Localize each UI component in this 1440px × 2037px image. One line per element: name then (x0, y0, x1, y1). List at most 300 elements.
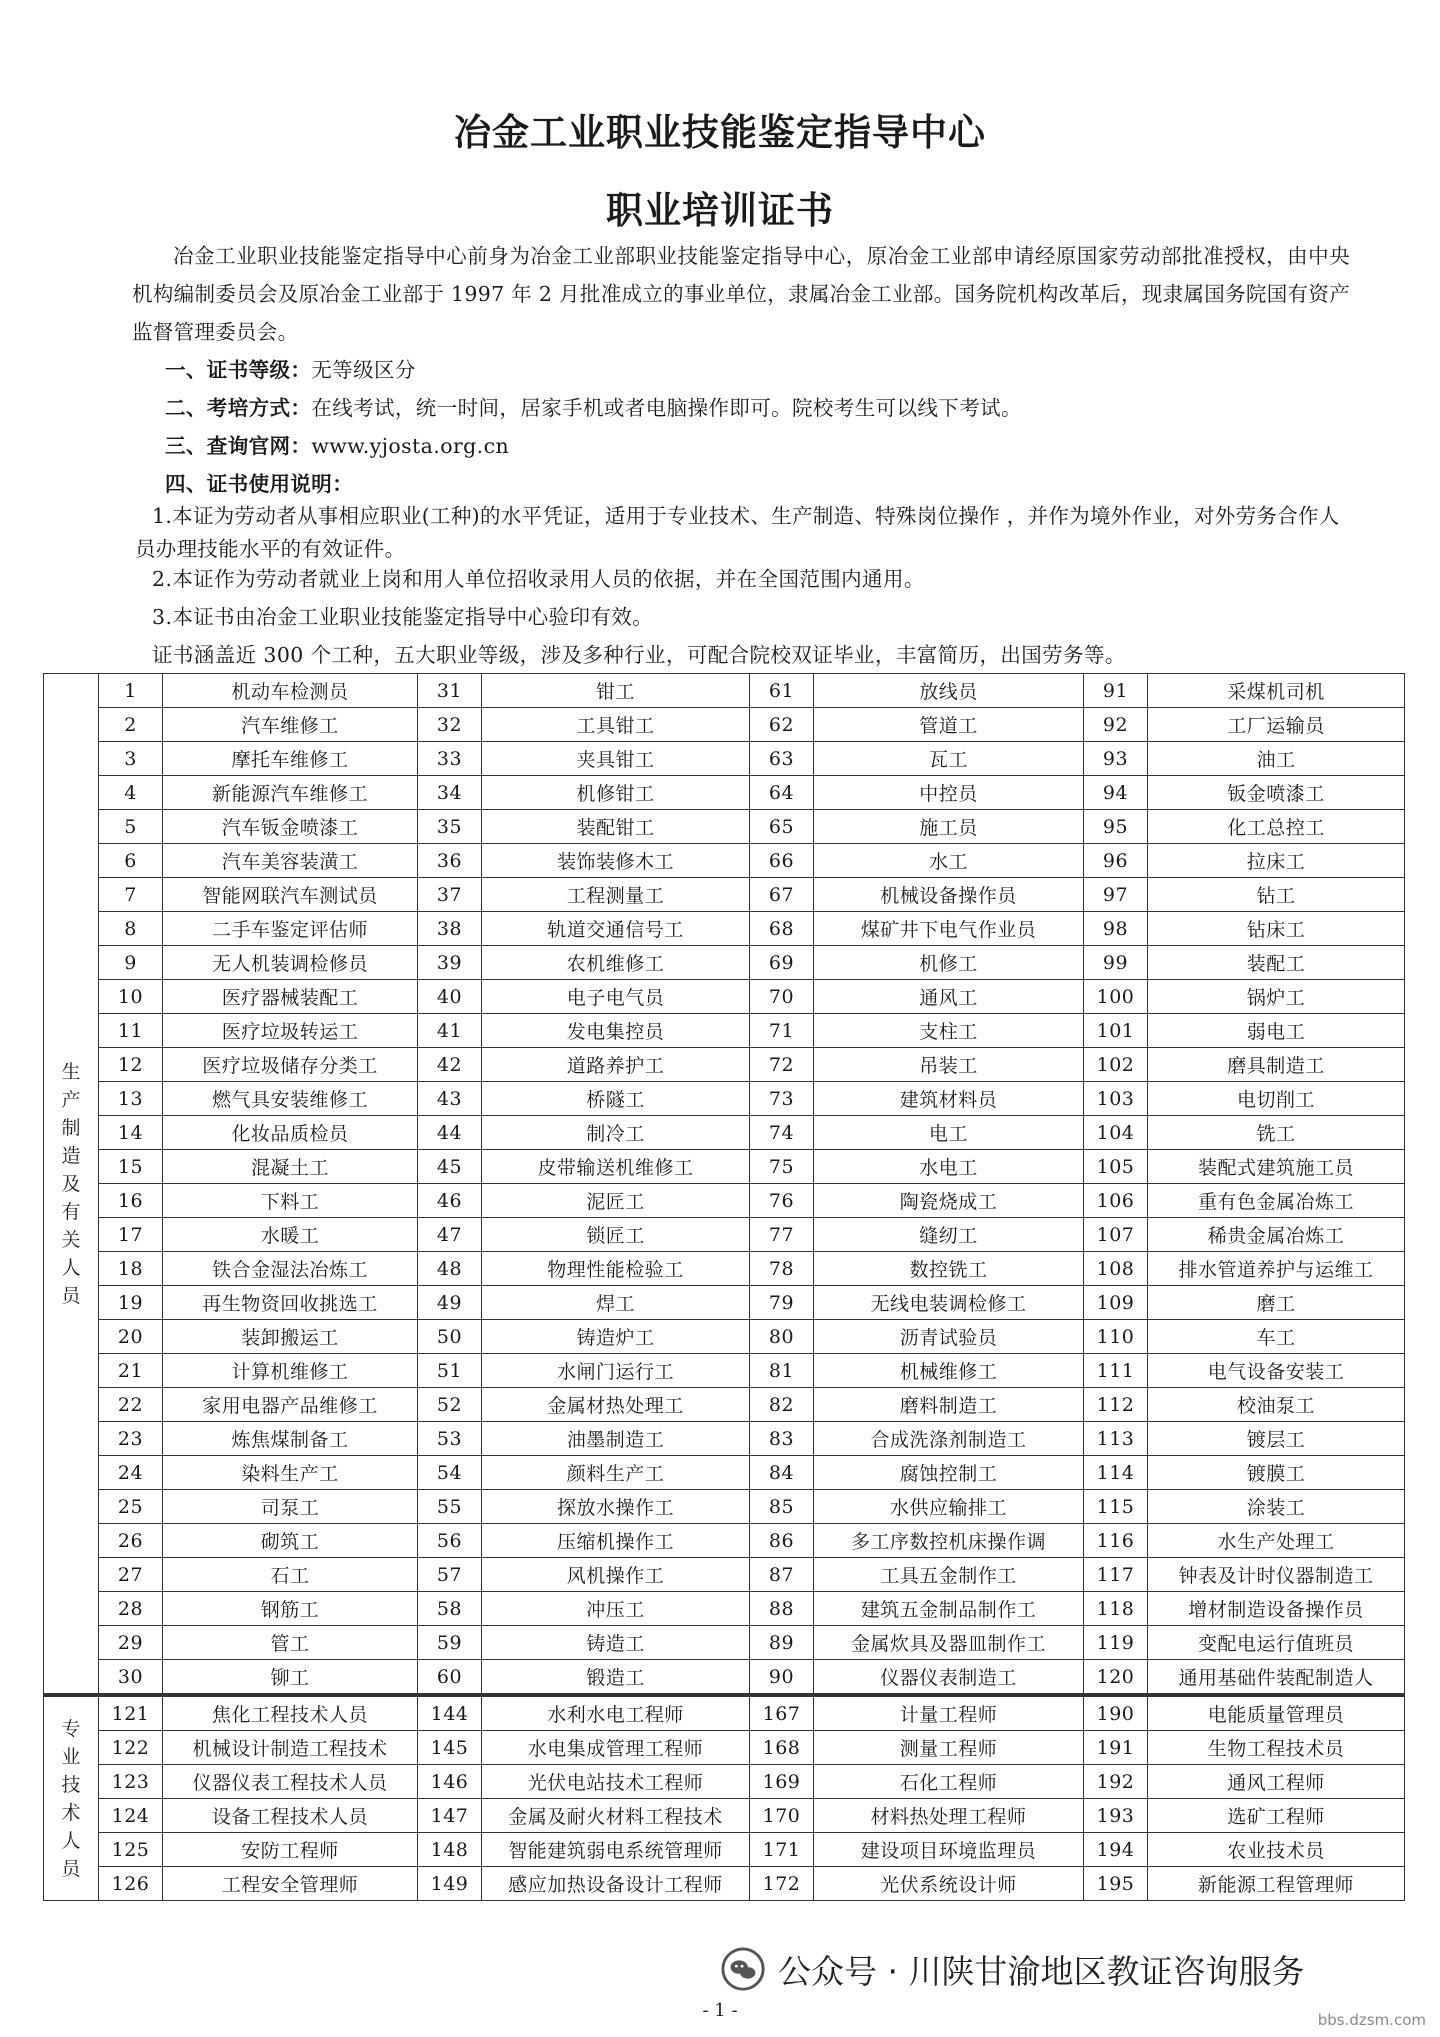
occupation-number: 6 (99, 844, 163, 878)
occupation-name: 油墨制造工 (482, 1422, 750, 1456)
occupation-name: 物理性能检验工 (482, 1252, 750, 1286)
occupation-name: 钻工 (1148, 878, 1405, 912)
occupation-name: 钻床工 (1148, 912, 1405, 946)
occupation-number: 30 (99, 1660, 163, 1696)
table-row (44, 1286, 1405, 1320)
occupation-name: 燃气具安装维修工 (163, 1082, 418, 1116)
occupation-number: 194 (1084, 1833, 1148, 1867)
occupation-number: 11 (99, 1014, 163, 1048)
occupation-name: 水闸门运行工 (482, 1354, 750, 1388)
occupation-number: 9 (99, 946, 163, 980)
page-subtitle: 职业培训证书 (606, 189, 834, 232)
occupation-name: 汽车钣金喷漆工 (163, 810, 418, 844)
occupation-name: 锻造工 (482, 1660, 750, 1696)
occupation-name: 瓦工 (814, 742, 1084, 776)
usage-item-2: 2.本证作为劳动者就业上岗和用人单位招收录用人员的依据，并在全国范围内通用。 (152, 567, 925, 591)
occupation-name: 建筑材料员 (814, 1082, 1084, 1116)
occupation-name: 材料热处理工程师 (814, 1799, 1084, 1833)
occupation-name: 工程测量工 (482, 878, 750, 912)
occupation-number: 171 (750, 1833, 814, 1867)
occupation-number: 103 (1084, 1082, 1148, 1116)
occupation-name: 钣金喷漆工 (1148, 776, 1405, 810)
occupation-name: 道路养护工 (482, 1048, 750, 1082)
occupation-number: 80 (750, 1320, 814, 1354)
occupation-number: 105 (1084, 1150, 1148, 1184)
occupation-name: 机械设备操作员 (814, 878, 1084, 912)
occupation-number: 84 (750, 1456, 814, 1490)
occupation-number: 74 (750, 1116, 814, 1150)
occupation-number: 63 (750, 742, 814, 776)
occupation-number: 43 (418, 1082, 482, 1116)
occupation-number: 102 (1084, 1048, 1148, 1082)
occupation-name: 排水管道养护与运维工 (1148, 1252, 1405, 1286)
occupation-number: 31 (418, 674, 482, 708)
occupation-name: 钟表及计时仪器制造工 (1148, 1558, 1405, 1592)
watermark-text: 公众号 · 川陕甘渝地区教证咨询服务 (778, 1951, 1305, 1991)
occupation-number: 7 (99, 878, 163, 912)
table-row (44, 1833, 1405, 1867)
occupation-name: 施工员 (814, 810, 1084, 844)
occupation-number: 195 (1084, 1867, 1148, 1901)
occupation-name: 装饰装修木工 (482, 844, 750, 878)
occupation-name: 计算机维修工 (163, 1354, 418, 1388)
table-row (44, 1731, 1405, 1765)
occupation-number: 33 (418, 742, 482, 776)
occupation-name: 钢筋工 (163, 1592, 418, 1626)
usage-item-3: 3.本证书由冶金工业职业技能鉴定指导中心验印有效。 (152, 605, 654, 629)
table-row (44, 1626, 1405, 1660)
occupation-name: 安防工程师 (163, 1833, 418, 1867)
occupation-name: 农机维修工 (482, 946, 750, 980)
occupation-number: 89 (750, 1626, 814, 1660)
occupation-name: 工具五金制作工 (814, 1558, 1084, 1592)
occupation-name: 水生产处理工 (1148, 1524, 1405, 1558)
page-number: - 1 - (702, 2000, 738, 2021)
table-row (44, 1799, 1405, 1833)
official-site-link[interactable]: www.yjosta.org.cn (311, 434, 510, 458)
occupation-name: 稀贵金属冶炼工 (1148, 1218, 1405, 1252)
occupation-name: 镀膜工 (1148, 1456, 1405, 1490)
category-tech: 专业技术人员 (44, 1695, 99, 1901)
occupation-name: 医疗垃圾储存分类工 (163, 1048, 418, 1082)
occupation-name: 设备工程技术人员 (163, 1799, 418, 1833)
occupation-name: 智能网联汽车测试员 (163, 878, 418, 912)
section-grade-label: 一、证书等级： (165, 358, 312, 382)
occupation-name: 车工 (1148, 1320, 1405, 1354)
occupation-number: 69 (750, 946, 814, 980)
occupation-name: 装配式建筑施工员 (1148, 1150, 1405, 1184)
occupation-number: 42 (418, 1048, 482, 1082)
occupation-number: 117 (1084, 1558, 1148, 1592)
occupation-number: 111 (1084, 1354, 1148, 1388)
occupation-number: 27 (99, 1558, 163, 1592)
occupation-number: 85 (750, 1490, 814, 1524)
occupation-number: 38 (418, 912, 482, 946)
occupation-name: 锁匠工 (482, 1218, 750, 1252)
occupation-number: 44 (418, 1116, 482, 1150)
occupation-number: 70 (750, 980, 814, 1014)
occupation-name: 支柱工 (814, 1014, 1084, 1048)
occupation-number: 20 (99, 1320, 163, 1354)
occupation-name: 探放水操作工 (482, 1490, 750, 1524)
occupation-number: 146 (418, 1765, 482, 1799)
occupation-number: 18 (99, 1252, 163, 1286)
occupation-number: 51 (418, 1354, 482, 1388)
occupation-number: 100 (1084, 980, 1148, 1014)
occupation-number: 106 (1084, 1184, 1148, 1218)
occupation-name: 磨具制造工 (1148, 1048, 1405, 1082)
occupation-name: 电切削工 (1148, 1082, 1405, 1116)
occupation-name: 放线员 (814, 674, 1084, 708)
occupation-name: 建筑五金制品制作工 (814, 1592, 1084, 1626)
occupation-name: 工厂运输员 (1148, 708, 1405, 742)
occupation-name: 水电工 (814, 1150, 1084, 1184)
occupation-name: 砌筑工 (163, 1524, 418, 1558)
occupation-name: 煤矿井下电气作业员 (814, 912, 1084, 946)
occupation-number: 19 (99, 1286, 163, 1320)
table-row (44, 1150, 1405, 1184)
table-row (44, 708, 1405, 742)
occupation-number: 65 (750, 810, 814, 844)
occupation-name: 无人机装调检修员 (163, 946, 418, 980)
table-row (44, 776, 1405, 810)
occupation-name: 化工总控工 (1148, 810, 1405, 844)
occupation-name: 焊工 (482, 1286, 750, 1320)
occupation-number: 95 (1084, 810, 1148, 844)
occupation-name: 增材制造设备操作员 (1148, 1592, 1405, 1626)
occupation-name: 光伏电站技术工程师 (482, 1765, 750, 1799)
table-row (44, 912, 1405, 946)
occupation-name: 风机操作工 (482, 1558, 750, 1592)
intro-paragraph: 冶金工业职业技能鉴定指导中心前身为冶金工业部职业技能鉴定指导中心，原冶金工业部申请经原国家劳动部批准授权，由中央机构编制委员会及原冶金工业部于 1997 年 2 月批准成立的事业单位，隶属冶金工业部。国务院机构改革后，现隶属国务院国有资产监督管理委员会。 (132, 244, 1350, 344)
occupation-name: 建设项目环境监理员 (814, 1833, 1084, 1867)
occupation-name: 机动车检测员 (163, 674, 418, 708)
table-row (44, 1354, 1405, 1388)
occupation-number: 29 (99, 1626, 163, 1660)
occupation-name: 采煤机司机 (1148, 674, 1405, 708)
section-site-label: 三、查询官网： (165, 434, 312, 458)
occupation-number: 4 (99, 776, 163, 810)
occupation-number: 3 (99, 742, 163, 776)
occupation-number: 13 (99, 1082, 163, 1116)
occupation-number: 48 (418, 1252, 482, 1286)
occupation-number: 77 (750, 1218, 814, 1252)
table-row (44, 1252, 1405, 1286)
occupation-name: 农业技术员 (1148, 1833, 1405, 1867)
occupation-name: 轨道交通信号工 (482, 912, 750, 946)
occupation-name: 发电集控员 (482, 1014, 750, 1048)
occupation-number: 22 (99, 1388, 163, 1422)
occupation-name: 校油泵工 (1148, 1388, 1405, 1422)
occupation-name: 沥青试验员 (814, 1320, 1084, 1354)
occupation-number: 25 (99, 1490, 163, 1524)
occupation-name: 装配工 (1148, 946, 1405, 980)
occupation-name: 铁合金湿法冶炼工 (163, 1252, 418, 1286)
occupation-name: 金属炊具及器皿制作工 (814, 1626, 1084, 1660)
occupation-name: 桥隧工 (482, 1082, 750, 1116)
occupation-number: 99 (1084, 946, 1148, 980)
occupation-name: 变配电运行值班员 (1148, 1626, 1405, 1660)
wechat-watermark (720, 1944, 1400, 1994)
occupation-number: 81 (750, 1354, 814, 1388)
occupation-number: 12 (99, 1048, 163, 1082)
occupation-number: 87 (750, 1558, 814, 1592)
occupation-number: 110 (1084, 1320, 1148, 1354)
occupation-number: 193 (1084, 1799, 1148, 1833)
occupation-name: 电子电气员 (482, 980, 750, 1014)
occupation-number: 28 (99, 1592, 163, 1626)
occupation-number: 88 (750, 1592, 814, 1626)
occupation-name: 铸造炉工 (482, 1320, 750, 1354)
occupation-name: 电工 (814, 1116, 1084, 1150)
occupation-number: 116 (1084, 1524, 1148, 1558)
occupation-number: 8 (99, 912, 163, 946)
table-row (44, 674, 1405, 708)
occupation-name: 智能建筑弱电系统管理师 (482, 1833, 750, 1867)
occupation-name: 通风工程师 (1148, 1765, 1405, 1799)
occupation-name: 家用电器产品维修工 (163, 1388, 418, 1422)
occupation-name: 医疗垃圾转运工 (163, 1014, 418, 1048)
occupation-name: 化妆品质检员 (163, 1116, 418, 1150)
occupation-number: 148 (418, 1833, 482, 1867)
occupation-name: 仪器仪表制造工 (814, 1660, 1084, 1696)
occupation-name: 水利水电工程师 (482, 1695, 750, 1731)
table-row (44, 1765, 1405, 1799)
occupation-number: 78 (750, 1252, 814, 1286)
occupation-number: 124 (99, 1799, 163, 1833)
occupation-number: 82 (750, 1388, 814, 1422)
occupation-number: 108 (1084, 1252, 1148, 1286)
occupation-name: 机修钳工 (482, 776, 750, 810)
table-row (44, 980, 1405, 1014)
occupation-number: 53 (418, 1422, 482, 1456)
occupation-name: 医疗器械装配工 (163, 980, 418, 1014)
section-exam-label: 二、考培方式： (165, 396, 312, 420)
occupation-number: 97 (1084, 878, 1148, 912)
occupation-name: 数控铣工 (814, 1252, 1084, 1286)
occupation-number: 118 (1084, 1592, 1148, 1626)
occupation-name: 颜料生产工 (482, 1456, 750, 1490)
occupation-number: 47 (418, 1218, 482, 1252)
occupation-number: 52 (418, 1388, 482, 1422)
occupation-number: 113 (1084, 1422, 1148, 1456)
table-row (44, 1048, 1405, 1082)
occupation-number: 59 (418, 1626, 482, 1660)
occupation-name: 铣工 (1148, 1116, 1405, 1150)
table-row (44, 810, 1405, 844)
occupation-name: 炼焦煤制备工 (163, 1422, 418, 1456)
occupation-number: 73 (750, 1082, 814, 1116)
occupation-number: 107 (1084, 1218, 1148, 1252)
occupation-number: 57 (418, 1558, 482, 1592)
occupation-number: 5 (99, 810, 163, 844)
occupation-name: 磨料制造工 (814, 1388, 1084, 1422)
occupation-number: 121 (99, 1695, 163, 1731)
occupation-number: 91 (1084, 674, 1148, 708)
occupation-name: 司泵工 (163, 1490, 418, 1524)
occupation-name: 皮带输送机维修工 (482, 1150, 750, 1184)
occupation-name: 机修工 (814, 946, 1084, 980)
occupation-name: 电气设备安装工 (1148, 1354, 1405, 1388)
occupation-number: 64 (750, 776, 814, 810)
occupation-name: 无线电装调检修工 (814, 1286, 1084, 1320)
occupation-number: 149 (418, 1867, 482, 1901)
table-row (44, 1320, 1405, 1354)
occupation-name: 水供应输排工 (814, 1490, 1084, 1524)
occupation-number: 79 (750, 1286, 814, 1320)
occupation-number: 71 (750, 1014, 814, 1048)
usage-item-1: 1.本证为劳动者从事相应职业(工种)的水平凭证，适用于专业技术、生产制造、特殊岗位操作 ，并作为境外作业，对外劳务合作人员办理技能水平的有效证件。 (135, 504, 1340, 561)
occupation-number: 32 (418, 708, 482, 742)
occupation-number: 145 (418, 1731, 482, 1765)
occupation-number: 49 (418, 1286, 482, 1320)
table-row (44, 1592, 1405, 1626)
occupation-number: 66 (750, 844, 814, 878)
occupation-name: 装配钳工 (482, 810, 750, 844)
table-row (44, 844, 1405, 878)
occupation-name: 石化工程师 (814, 1765, 1084, 1799)
occupation-number: 46 (418, 1184, 482, 1218)
occupation-number: 61 (750, 674, 814, 708)
occupation-number: 169 (750, 1765, 814, 1799)
occupation-number: 191 (1084, 1731, 1148, 1765)
occupation-number: 192 (1084, 1765, 1148, 1799)
occupation-name: 电能质量管理员 (1148, 1695, 1405, 1731)
occupation-number: 126 (99, 1867, 163, 1901)
occupation-name: 弱电工 (1148, 1014, 1405, 1048)
occupation-name: 合成洗涤剂制造工 (814, 1422, 1084, 1456)
occupation-number: 168 (750, 1731, 814, 1765)
occupation-number: 60 (418, 1660, 482, 1696)
occupation-name: 金属材热处理工 (482, 1388, 750, 1422)
occupation-name: 缝纫工 (814, 1218, 1084, 1252)
occupation-number: 72 (750, 1048, 814, 1082)
occupation-name: 泥匠工 (482, 1184, 750, 1218)
occupation-number: 104 (1084, 1116, 1148, 1150)
occupation-number: 123 (99, 1765, 163, 1799)
section-usage (165, 469, 353, 499)
occupation-number: 36 (418, 844, 482, 878)
occupation-number: 119 (1084, 1626, 1148, 1660)
occupation-name: 水暖工 (163, 1218, 418, 1252)
occupation-number: 40 (418, 980, 482, 1014)
occupation-name: 磨工 (1148, 1286, 1405, 1320)
occupation-name: 摩托车维修工 (163, 742, 418, 776)
occupation-name: 机械维修工 (814, 1354, 1084, 1388)
occupation-name: 生物工程技术员 (1148, 1731, 1405, 1765)
occupation-number: 170 (750, 1799, 814, 1833)
occupation-name: 锅炉工 (1148, 980, 1405, 1014)
section-exam-value: 在线考试，统一时间，居家手机或者电脑操作即可。院校考生可以线下考试。 (311, 396, 1022, 420)
occupation-number: 147 (418, 1799, 482, 1833)
occupation-number: 172 (750, 1867, 814, 1901)
occupation-number: 54 (418, 1456, 482, 1490)
table-row (44, 1422, 1405, 1456)
occupation-number: 55 (418, 1490, 482, 1524)
occupation-name: 测量工程师 (814, 1731, 1084, 1765)
occupation-name: 水工 (814, 844, 1084, 878)
occupation-number: 56 (418, 1524, 482, 1558)
occupation-name: 夹具钳工 (482, 742, 750, 776)
table-row (44, 1116, 1405, 1150)
occupation-number: 2 (99, 708, 163, 742)
occupation-number: 94 (1084, 776, 1148, 810)
occupation-name: 选矿工程师 (1148, 1799, 1405, 1833)
occupation-name: 新能源汽车维修工 (163, 776, 418, 810)
occupation-table (43, 673, 1405, 1901)
occupation-name: 装卸搬运工 (163, 1320, 418, 1354)
occupation-number: 112 (1084, 1388, 1148, 1422)
occupation-name: 仪器仪表工程技术人员 (163, 1765, 418, 1799)
occupation-name: 工程安全管理师 (163, 1867, 418, 1901)
table-row (44, 1867, 1405, 1901)
occupation-name: 汽车维修工 (163, 708, 418, 742)
occupation-number: 86 (750, 1524, 814, 1558)
occupation-number: 115 (1084, 1490, 1148, 1524)
occupation-number: 125 (99, 1833, 163, 1867)
table-row (44, 1184, 1405, 1218)
occupation-name: 下料工 (163, 1184, 418, 1218)
occupation-name: 二手车鉴定评估师 (163, 912, 418, 946)
occupation-number: 41 (418, 1014, 482, 1048)
occupation-number: 45 (418, 1150, 482, 1184)
occupation-number: 98 (1084, 912, 1148, 946)
occupation-number: 67 (750, 878, 814, 912)
table-row (44, 742, 1405, 776)
wechat-icon (720, 1946, 766, 1992)
occupation-name: 腐蚀控制工 (814, 1456, 1084, 1490)
occupation-number: 1 (99, 674, 163, 708)
occupation-number: 37 (418, 878, 482, 912)
page-title: 冶金工业职业技能鉴定指导中心 (454, 111, 986, 154)
occupation-number: 10 (99, 980, 163, 1014)
occupation-number: 26 (99, 1524, 163, 1558)
table-row (44, 1695, 1405, 1731)
occupation-name: 感应加热设备设计工程师 (482, 1867, 750, 1901)
occupation-number: 75 (750, 1150, 814, 1184)
occupation-name: 光伏系统设计师 (814, 1867, 1084, 1901)
occupation-number: 39 (418, 946, 482, 980)
occupation-number: 114 (1084, 1456, 1148, 1490)
occupation-number: 16 (99, 1184, 163, 1218)
section-official-site (165, 431, 509, 461)
occupation-number: 14 (99, 1116, 163, 1150)
occupation-name: 拉床工 (1148, 844, 1405, 878)
occupation-name: 钳工 (482, 674, 750, 708)
table-row (44, 1524, 1405, 1558)
table-row (44, 1660, 1405, 1696)
occupation-number: 76 (750, 1184, 814, 1218)
occupation-name: 铸造工 (482, 1626, 750, 1660)
occupation-number: 92 (1084, 708, 1148, 742)
table-row (44, 1218, 1405, 1252)
occupation-name: 混凝土工 (163, 1150, 418, 1184)
occupation-number: 15 (99, 1150, 163, 1184)
occupation-number: 21 (99, 1354, 163, 1388)
occupation-name: 染料生产工 (163, 1456, 418, 1490)
occupation-number: 24 (99, 1456, 163, 1490)
occupation-number: 109 (1084, 1286, 1148, 1320)
table-row (44, 1388, 1405, 1422)
occupation-number: 122 (99, 1731, 163, 1765)
occupation-name: 新能源工程管理师 (1148, 1867, 1405, 1901)
table-row (44, 878, 1405, 912)
occupation-name: 镀层工 (1148, 1422, 1405, 1456)
occupation-name: 油工 (1148, 742, 1405, 776)
occupation-number: 17 (99, 1218, 163, 1252)
occupation-number: 120 (1084, 1660, 1148, 1696)
table-row (44, 1082, 1405, 1116)
